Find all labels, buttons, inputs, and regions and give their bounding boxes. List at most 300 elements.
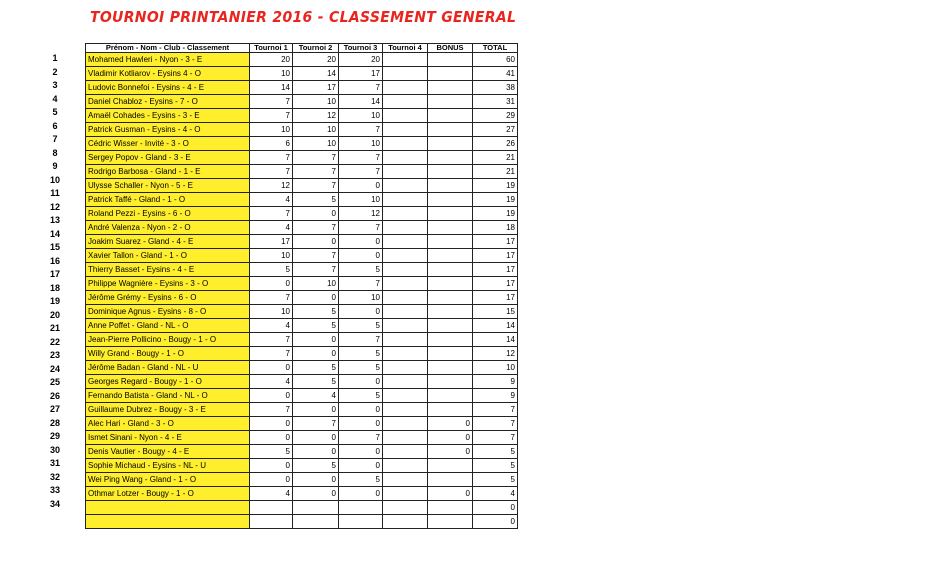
bonus-cell (428, 235, 473, 249)
tournoi-1-cell: 7 (250, 207, 293, 221)
total-cell: 31 (473, 95, 518, 109)
tournoi-1-cell: 17 (250, 235, 293, 249)
rank-number: 11 (50, 188, 60, 198)
bonus-cell: 0 (428, 487, 473, 501)
rank-number: 4 (52, 93, 58, 104)
name-cell: Patrick Gusman - Eysins - 4 - O (86, 123, 250, 137)
rank-number: 10 (49, 174, 60, 185)
tournoi-3-cell: 5 (339, 389, 383, 403)
tournoi-1-cell: 7 (250, 347, 293, 361)
table-row (86, 445, 518, 459)
tournoi-2-cell: 10 (293, 137, 339, 151)
tournoi-4-cell (383, 445, 428, 459)
bonus-cell (428, 137, 473, 151)
total-cell: 0 (473, 515, 518, 529)
tournoi-3-cell: 12 (339, 207, 383, 221)
tournoi-3-cell: 0 (339, 375, 383, 389)
tournoi-4-cell (383, 109, 428, 123)
bonus-cell (428, 403, 473, 417)
header-row (86, 44, 518, 53)
tournoi-2-cell: 0 (293, 487, 339, 501)
tournoi-3-cell: 17 (339, 67, 383, 81)
tournoi-1-cell: 7 (250, 291, 293, 305)
rank-number: 16 (49, 255, 60, 266)
table-row (86, 333, 518, 347)
total-cell: 7 (473, 431, 518, 445)
table-row (86, 501, 518, 515)
bonus-cell (428, 459, 473, 473)
name-cell: Daniel Chabloz - Eysins - 7 - O (86, 95, 250, 109)
tournoi-3-cell: 14 (339, 95, 383, 109)
total-cell: 41 (473, 67, 518, 81)
total-cell: 18 (473, 221, 518, 235)
tournoi-1-cell: 5 (250, 263, 293, 277)
bonus-cell (428, 375, 473, 389)
tournoi-4-cell (383, 333, 428, 347)
rank-number: 31 (49, 458, 60, 468)
header-tournoi-4: Tournoi 4 (383, 44, 428, 53)
header-tournoi-3: Tournoi 3 (339, 44, 383, 53)
rank-number: 30 (49, 444, 60, 455)
tournoi-3-cell: 10 (339, 109, 383, 123)
tournoi-2-cell: 10 (293, 95, 339, 109)
bonus-cell (428, 347, 473, 361)
tournoi-3-cell: 7 (339, 277, 383, 291)
name-cell: Jean-Pierre Pollicino - Bougy - 1 - O (86, 333, 250, 347)
name-cell: Sergey Popov - Gland - 3 - E (86, 151, 250, 165)
tournoi-3-cell: 7 (339, 221, 383, 235)
tournoi-3-cell: 20 (339, 53, 383, 67)
table-row (86, 319, 518, 333)
total-cell: 17 (473, 263, 518, 277)
rank-number: 21 (49, 323, 60, 333)
tournoi-4-cell (383, 375, 428, 389)
standings-table (85, 43, 518, 529)
table-row (86, 431, 518, 445)
tournoi-1-cell: 7 (250, 109, 293, 123)
tournoi-3-cell: 0 (339, 459, 383, 473)
table-row (86, 207, 518, 221)
total-cell: 60 (473, 53, 518, 67)
total-cell: 9 (473, 389, 518, 403)
tournoi-3-cell: 0 (339, 235, 383, 249)
tournoi-2-cell: 5 (293, 193, 339, 207)
tournoi-2-cell: 7 (293, 165, 339, 179)
tournoi-1-cell: 20 (250, 53, 293, 67)
bonus-cell (428, 249, 473, 263)
tournoi-3-cell: 5 (339, 263, 383, 277)
table-row (86, 375, 518, 389)
rank-number: 18 (49, 282, 60, 293)
rank-number: 17 (49, 269, 60, 279)
total-cell: 19 (473, 207, 518, 221)
tournoi-4-cell (383, 207, 428, 221)
table-row (86, 95, 518, 109)
tournoi-2-cell: 0 (293, 235, 339, 249)
total-cell: 19 (473, 179, 518, 193)
rank-number: 23 (49, 350, 60, 360)
tournoi-2-cell: 0 (293, 473, 339, 487)
table-row (86, 123, 518, 137)
name-cell: Fernando Batista - Gland - NL - O (86, 389, 250, 403)
table-row (86, 487, 518, 501)
tournoi-3-cell: 5 (339, 361, 383, 375)
header-bonus: BONUS (428, 44, 473, 53)
tournoi-2-cell: 17 (293, 81, 339, 95)
tournoi-3-cell: 5 (339, 473, 383, 487)
total-cell: 38 (473, 81, 518, 95)
table-row (86, 361, 518, 375)
tournoi-4-cell (383, 403, 428, 417)
table-row (86, 473, 518, 487)
name-cell: Thierry Basset - Eysins - 4 - E (86, 263, 250, 277)
header-tournoi-1: Tournoi 1 (250, 44, 293, 53)
tournoi-2-cell: 5 (293, 459, 339, 473)
total-cell: 12 (473, 347, 518, 361)
table-row (86, 137, 518, 151)
total-cell: 26 (473, 137, 518, 151)
rank-number: 34 (49, 498, 60, 509)
bonus-cell (428, 319, 473, 333)
tournoi-4-cell (383, 235, 428, 249)
rank-number: 19 (49, 296, 60, 306)
bonus-cell (428, 501, 473, 515)
name-cell: Guillaume Dubrez - Bougy - 3 - E (86, 403, 250, 417)
total-cell: 21 (473, 151, 518, 165)
tournoi-3-cell: 10 (339, 193, 383, 207)
name-cell: Amaël Cohades - Eysins - 3 - E (86, 109, 250, 123)
tournoi-2-cell: 10 (293, 277, 339, 291)
table-row (86, 263, 518, 277)
tournoi-1-cell: 4 (250, 221, 293, 235)
table-row (86, 515, 518, 529)
rank-number: 22 (49, 336, 60, 347)
bonus-cell (428, 151, 473, 165)
tournoi-4-cell (383, 389, 428, 403)
rank-number: 9 (52, 161, 58, 171)
name-cell: Wei Ping Wang - Gland - 1 - O (86, 473, 250, 487)
tournoi-2-cell: 5 (293, 319, 339, 333)
tournoi-4-cell (383, 473, 428, 487)
table-row (86, 109, 518, 123)
tournoi-4-cell (383, 501, 428, 515)
tournoi-2-cell: 7 (293, 263, 339, 277)
tournoi-2-cell: 4 (293, 389, 339, 403)
bonus-cell (428, 277, 473, 291)
total-cell: 27 (473, 123, 518, 137)
rank-number: 8 (52, 147, 58, 158)
header-total: TOTAL (473, 44, 518, 53)
total-cell: 17 (473, 277, 518, 291)
bonus-cell (428, 333, 473, 347)
tournoi-2-cell: 7 (293, 151, 339, 165)
bonus-cell (428, 515, 473, 529)
name-cell: Vladimir Kotliarov - Eysins 4 - O (86, 67, 250, 81)
tournoi-4-cell (383, 81, 428, 95)
tournoi-1-cell: 7 (250, 333, 293, 347)
total-cell: 5 (473, 473, 518, 487)
tournoi-1-cell: 6 (250, 137, 293, 151)
tournoi-4-cell (383, 67, 428, 81)
rank-number: 24 (49, 363, 60, 374)
rank-number: 5 (52, 107, 58, 117)
tournoi-1-cell: 7 (250, 151, 293, 165)
tournoi-4-cell (383, 487, 428, 501)
tournoi-3-cell: 7 (339, 431, 383, 445)
bonus-cell: 0 (428, 417, 473, 431)
name-cell: Ludovic Bonnefoi - Eysins - 4 - E (86, 81, 250, 95)
table-row (86, 277, 518, 291)
tournoi-3-cell: 10 (339, 291, 383, 305)
tournoi-2-cell: 10 (293, 123, 339, 137)
name-cell: Patrick Taffé - Gland - 1 - O (86, 193, 250, 207)
bonus-cell (428, 109, 473, 123)
tournoi-3-cell: 5 (339, 319, 383, 333)
total-cell: 0 (473, 501, 518, 515)
tournoi-2-cell: 0 (293, 333, 339, 347)
tournoi-3-cell: 0 (339, 487, 383, 501)
tournoi-4-cell (383, 291, 428, 305)
total-cell: 19 (473, 193, 518, 207)
rank-number: 7 (52, 134, 58, 144)
tournoi-2-cell: 0 (293, 445, 339, 459)
tournoi-4-cell (383, 263, 428, 277)
total-cell: 5 (473, 459, 518, 473)
tournoi-3-cell: 0 (339, 305, 383, 319)
tournoi-4-cell (383, 151, 428, 165)
name-cell: Willy Grand - Bougy - 1 - O (86, 347, 250, 361)
tournoi-1-cell: 7 (250, 403, 293, 417)
tournoi-1-cell: 0 (250, 361, 293, 375)
tournoi-2-cell: 7 (293, 221, 339, 235)
tournoi-3-cell: 7 (339, 123, 383, 137)
table-row (86, 347, 518, 361)
tournoi-2-cell: 7 (293, 417, 339, 431)
name-cell: André Valenza - Nyon - 2 - O (86, 221, 250, 235)
rank-number: 2 (52, 66, 58, 77)
tournoi-4-cell (383, 361, 428, 375)
bonus-cell (428, 95, 473, 109)
tournoi-1-cell: 10 (250, 123, 293, 137)
bonus-cell (428, 81, 473, 95)
name-cell: Cédric Wisser - Invité - 3 - O (86, 137, 250, 151)
rank-number: 33 (49, 485, 60, 495)
tournoi-2-cell: 20 (293, 53, 339, 67)
total-cell: 4 (473, 487, 518, 501)
tournoi-4-cell (383, 431, 428, 445)
rank-number: 20 (49, 309, 60, 320)
tournoi-2-cell: 0 (293, 347, 339, 361)
tournoi-1-cell: 0 (250, 277, 293, 291)
tournoi-3-cell: 10 (339, 137, 383, 151)
name-cell: Anne Poffet - Gland - NL - O (86, 319, 250, 333)
table-row (86, 151, 518, 165)
rank-number: 14 (49, 228, 60, 239)
total-cell: 17 (473, 249, 518, 263)
name-cell (86, 515, 250, 529)
tournoi-3-cell: 0 (339, 417, 383, 431)
tournoi-4-cell (383, 417, 428, 431)
tournoi-1-cell (250, 501, 293, 515)
tournoi-2-cell (293, 515, 339, 529)
tournoi-2-cell: 14 (293, 67, 339, 81)
tournoi-4-cell (383, 95, 428, 109)
total-cell: 7 (473, 417, 518, 431)
table-row (86, 179, 518, 193)
total-cell: 29 (473, 109, 518, 123)
tournoi-1-cell: 4 (250, 319, 293, 333)
tournoi-3-cell: 0 (339, 249, 383, 263)
table-row (86, 53, 518, 67)
tournoi-3-cell (339, 515, 383, 529)
tournoi-1-cell: 10 (250, 249, 293, 263)
bonus-cell (428, 389, 473, 403)
name-cell: Xavier Tallon - Gland - 1 - O (86, 249, 250, 263)
bonus-cell (428, 123, 473, 137)
tournoi-4-cell (383, 165, 428, 179)
rank-number: 28 (49, 417, 60, 428)
total-cell: 15 (473, 305, 518, 319)
name-cell: Georges Regard - Bougy - 1 - O (86, 375, 250, 389)
tournoi-2-cell: 7 (293, 179, 339, 193)
tournoi-4-cell (383, 123, 428, 137)
tournoi-4-cell (383, 347, 428, 361)
name-cell: Denis Vautier - Bougy - 4 - E (86, 445, 250, 459)
table-row (86, 417, 518, 431)
page-title: TOURNOI PRINTANIER 2016 - CLASSEMENT GENERAL (90, 9, 517, 27)
table-row (86, 305, 518, 319)
table-row (86, 221, 518, 235)
tournoi-2-cell: 5 (293, 361, 339, 375)
tournoi-1-cell: 4 (250, 487, 293, 501)
total-cell: 10 (473, 361, 518, 375)
tournoi-2-cell: 0 (293, 431, 339, 445)
tournoi-3-cell: 7 (339, 81, 383, 95)
name-cell (86, 501, 250, 515)
tournoi-4-cell (383, 277, 428, 291)
tournoi-3-cell: 0 (339, 445, 383, 459)
rank-number: 26 (49, 390, 60, 401)
name-cell: Roland Pezzi - Eysins - 6 - O (86, 207, 250, 221)
table-row (86, 81, 518, 95)
bonus-cell (428, 473, 473, 487)
bonus-cell (428, 193, 473, 207)
tournoi-1-cell: 0 (250, 431, 293, 445)
total-cell: 21 (473, 165, 518, 179)
tournoi-4-cell (383, 179, 428, 193)
bonus-cell (428, 53, 473, 67)
tournoi-2-cell: 5 (293, 305, 339, 319)
tournoi-4-cell (383, 249, 428, 263)
tournoi-1-cell: 10 (250, 305, 293, 319)
bonus-cell (428, 67, 473, 81)
bonus-cell (428, 263, 473, 277)
tournoi-3-cell: 5 (339, 347, 383, 361)
table-row (86, 291, 518, 305)
name-cell: Ulysse Schaller - Nyon - 5 - E (86, 179, 250, 193)
tournoi-4-cell (383, 305, 428, 319)
total-cell: 7 (473, 403, 518, 417)
tournoi-3-cell (339, 501, 383, 515)
tournoi-4-cell (383, 137, 428, 151)
name-cell: Jérôme Badan - Gland - NL - U (86, 361, 250, 375)
rank-number: 1 (52, 53, 58, 63)
tournoi-1-cell: 7 (250, 95, 293, 109)
tournoi-2-cell: 5 (293, 375, 339, 389)
name-cell: Mohamed Hawleri - Nyon - 3 - E (86, 53, 250, 67)
rank-number: 27 (49, 404, 60, 414)
tournoi-4-cell (383, 193, 428, 207)
bonus-cell (428, 207, 473, 221)
name-cell: Philippe Wagnière - Eysins - 3 - O (86, 277, 250, 291)
name-cell: Dominique Agnus - Eysins - 8 - O (86, 305, 250, 319)
table-row (86, 235, 518, 249)
tournoi-2-cell: 7 (293, 249, 339, 263)
bonus-cell (428, 305, 473, 319)
total-cell: 14 (473, 319, 518, 333)
tournoi-3-cell: 0 (339, 179, 383, 193)
tournoi-4-cell (383, 319, 428, 333)
name-cell: Othmar Lotzer - Bougy - 1 - O (86, 487, 250, 501)
table-row (86, 249, 518, 263)
name-cell: Joakim Suarez - Gland - 4 - E (86, 235, 250, 249)
total-cell: 17 (473, 235, 518, 249)
name-cell: Sophie Michaud - Eysins - NL - U (86, 459, 250, 473)
bonus-cell (428, 221, 473, 235)
table-row (86, 403, 518, 417)
tournoi-4-cell (383, 53, 428, 67)
tournoi-3-cell: 7 (339, 151, 383, 165)
bonus-cell (428, 165, 473, 179)
tournoi-2-cell: 12 (293, 109, 339, 123)
tournoi-3-cell: 7 (339, 333, 383, 347)
rank-number: 29 (49, 431, 60, 441)
tournoi-1-cell: 7 (250, 165, 293, 179)
table-row (86, 389, 518, 403)
rank-number: 15 (49, 242, 60, 252)
tournoi-1-cell: 4 (250, 375, 293, 389)
table-row (86, 165, 518, 179)
tournoi-4-cell (383, 459, 428, 473)
tournoi-1-cell: 0 (250, 417, 293, 431)
name-cell: Rodrigo Barbosa - Gland - 1 - E (86, 165, 250, 179)
tournoi-3-cell: 0 (339, 403, 383, 417)
total-cell: 17 (473, 291, 518, 305)
tournoi-1-cell: 5 (250, 445, 293, 459)
tournoi-1-cell: 12 (250, 179, 293, 193)
name-cell: Ismet Sinani - Nyon - 4 - E (86, 431, 250, 445)
bonus-cell (428, 291, 473, 305)
tournoi-2-cell: 0 (293, 403, 339, 417)
tournoi-2-cell: 0 (293, 207, 339, 221)
name-cell: Alec Hari - Gland - 3 - O (86, 417, 250, 431)
table-row (86, 67, 518, 81)
tournoi-2-cell (293, 501, 339, 515)
total-cell: 5 (473, 445, 518, 459)
tournoi-1-cell: 14 (250, 81, 293, 95)
tournoi-1-cell: 0 (250, 459, 293, 473)
table-row (86, 459, 518, 473)
bonus-cell: 0 (428, 445, 473, 459)
tournoi-1-cell: 0 (250, 473, 293, 487)
bonus-cell: 0 (428, 431, 473, 445)
tournoi-1-cell: 0 (250, 389, 293, 403)
tournoi-4-cell (383, 221, 428, 235)
tournoi-3-cell: 7 (339, 165, 383, 179)
header-name: Prénom - Nom - Club - Classement (86, 44, 250, 53)
name-cell: Jérôme Grémy - Eysins - 6 - O (86, 291, 250, 305)
rank-number: 12 (49, 201, 60, 212)
